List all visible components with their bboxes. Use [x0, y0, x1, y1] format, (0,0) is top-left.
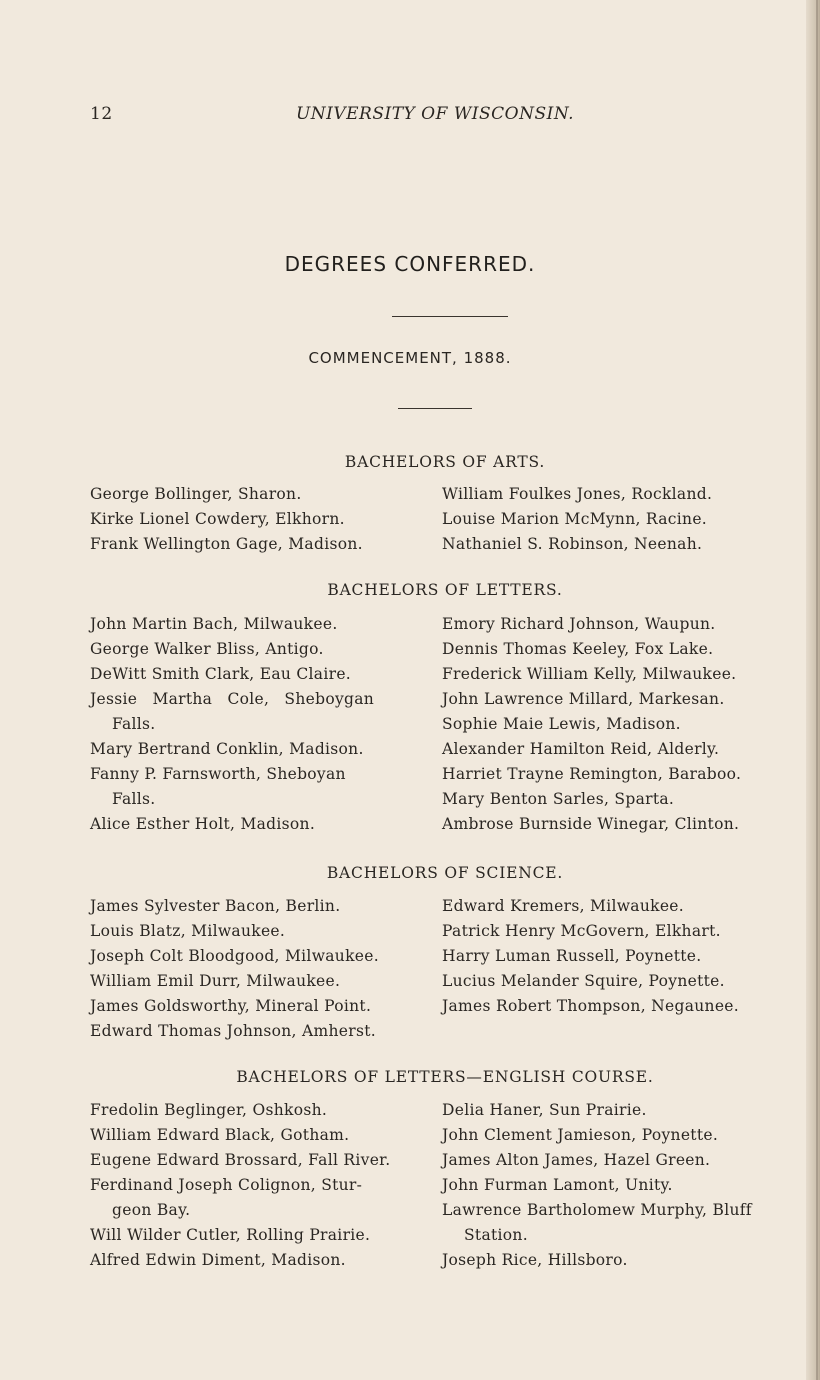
graduate-entry: Lawrence Bartholomew Murphy, Bluff	[442, 1201, 752, 1219]
running-head: UNIVERSITY OF WISCONSIN.	[295, 104, 575, 124]
graduate-entry: Edward Thomas Johnson, Amherst.	[90, 1022, 376, 1040]
graduate-entry: Louis Blatz, Milwaukee.	[90, 922, 286, 940]
graduate-entry: Mary Benton Sarles, Sparta.	[442, 790, 675, 808]
arts-left-column	[90, 482, 420, 557]
section-heading-arts: BACHELORS OF ARTS.	[344, 453, 546, 471]
graduate-entry: Dennis Thomas Keeley, Fox Lake.	[442, 640, 714, 658]
graduate-entry: Ambrose Burnside Winegar, Clinton.	[442, 815, 740, 833]
graduate-entry: Eugene Edward Brossard, Fall River.	[90, 1151, 391, 1169]
graduate-entry: Frank Wellington Gage, Madison.	[90, 535, 363, 553]
graduate-entry: Sophie Maie Lewis, Madison.	[442, 715, 681, 733]
page-number: 12	[90, 104, 113, 124]
graduate-entry: Alice Esther Holt, Madison.	[90, 815, 316, 833]
graduate-entry: Joseph Colt Bloodgood, Milwaukee.	[90, 947, 379, 965]
graduate-entry: Fredolin Beglinger, Oshkosh.	[90, 1101, 328, 1119]
graduate-entry: Alfred Edwin Diment, Madison.	[90, 1251, 346, 1269]
section-heading-english-course: BACHELORS OF LETTERS—ENGLISH COURSE.	[236, 1068, 654, 1086]
graduate-entry: James Alton James, Hazel Green.	[442, 1151, 711, 1169]
graduate-entry: Jessie Martha Cole, Sheboygan	[90, 690, 375, 708]
english-left-column	[90, 1098, 420, 1273]
graduate-entry: Fanny P. Farnsworth, Sheboyan	[90, 765, 346, 783]
graduate-entry: Harriet Trayne Remington, Baraboo.	[442, 765, 742, 783]
divider-rule	[392, 316, 508, 317]
graduate-entry: Lucius Melander Squire, Poynette.	[442, 972, 725, 990]
graduate-entry: William Foulkes Jones, Rockland.	[442, 485, 713, 503]
graduate-entry-continuation: geon Bay.	[112, 1201, 191, 1219]
graduate-entry: Nathaniel S. Robinson, Neenah.	[442, 535, 703, 553]
graduate-entry: DeWitt Smith Clark, Eau Claire.	[90, 665, 352, 683]
graduate-entry-continuation: Falls.	[112, 790, 156, 808]
page-header	[90, 104, 780, 128]
graduate-entry: Emory Richard Johnson, Waupun.	[442, 615, 716, 633]
section-heading-letters: BACHELORS OF LETTERS.	[327, 581, 563, 599]
science-left-column	[90, 894, 420, 1044]
graduate-entry: Alexander Hamilton Reid, Alderly.	[442, 740, 720, 758]
graduate-entry: James Goldsworthy, Mineral Point.	[90, 997, 372, 1015]
graduate-entry: James Sylvester Bacon, Berlin.	[90, 897, 341, 915]
section-heading-science: BACHELORS OF SCIENCE.	[326, 864, 564, 882]
graduate-entry: George Walker Bliss, Antigo.	[90, 640, 324, 658]
science-right-column	[442, 894, 802, 1019]
commencement-subtitle: COMMENCEMENT, 1888.	[308, 349, 512, 367]
graduate-entry-continuation: Falls.	[112, 715, 156, 733]
english-right-column	[442, 1098, 802, 1273]
graduate-entry: Will Wilder Cutler, Rolling Prairie.	[90, 1226, 371, 1244]
graduate-entry: John Furman Lamont, Unity.	[442, 1176, 673, 1194]
graduate-entry: John Clement Jamieson, Poynette.	[442, 1126, 719, 1144]
graduate-entry: William Emil Durr, Milwaukee.	[90, 972, 341, 990]
graduate-entry: William Edward Black, Gotham.	[90, 1126, 350, 1144]
graduate-entry: Louise Marion McMynn, Racine.	[442, 510, 708, 528]
graduate-entry: Kirke Lionel Cowdery, Elkhorn.	[90, 510, 345, 528]
graduate-entry: George Bollinger, Sharon.	[90, 485, 302, 503]
graduate-entry: Delia Haner, Sun Prairie.	[442, 1101, 647, 1119]
graduate-entry: Mary Bertrand Conklin, Madison.	[90, 740, 364, 758]
letters-right-column	[442, 612, 802, 837]
graduate-entry: James Robert Thompson, Negaunee.	[442, 997, 740, 1015]
graduate-entry: Harry Luman Russell, Poynette.	[442, 947, 702, 965]
graduate-entry: Patrick Henry McGovern, Elkhart.	[442, 922, 721, 940]
graduate-entry: John Martin Bach, Milwaukee.	[90, 615, 338, 633]
graduate-entry: John Lawrence Millard, Markesan.	[442, 690, 725, 708]
graduate-entry: Ferdinand Joseph Colignon, Stur-	[90, 1176, 363, 1194]
arts-right-column	[442, 482, 802, 557]
divider-rule	[398, 408, 472, 409]
graduate-entry: Joseph Rice, Hillsboro.	[442, 1251, 628, 1269]
page-edge	[806, 0, 820, 1380]
graduate-entry: Edward Kremers, Milwaukee.	[442, 897, 684, 915]
graduate-entry-continuation: Station.	[464, 1226, 528, 1244]
document-title: DEGREES CONFERRED.	[284, 252, 536, 276]
graduate-entry: Frederick William Kelly, Milwaukee.	[442, 665, 737, 683]
letters-left-column	[90, 612, 420, 837]
